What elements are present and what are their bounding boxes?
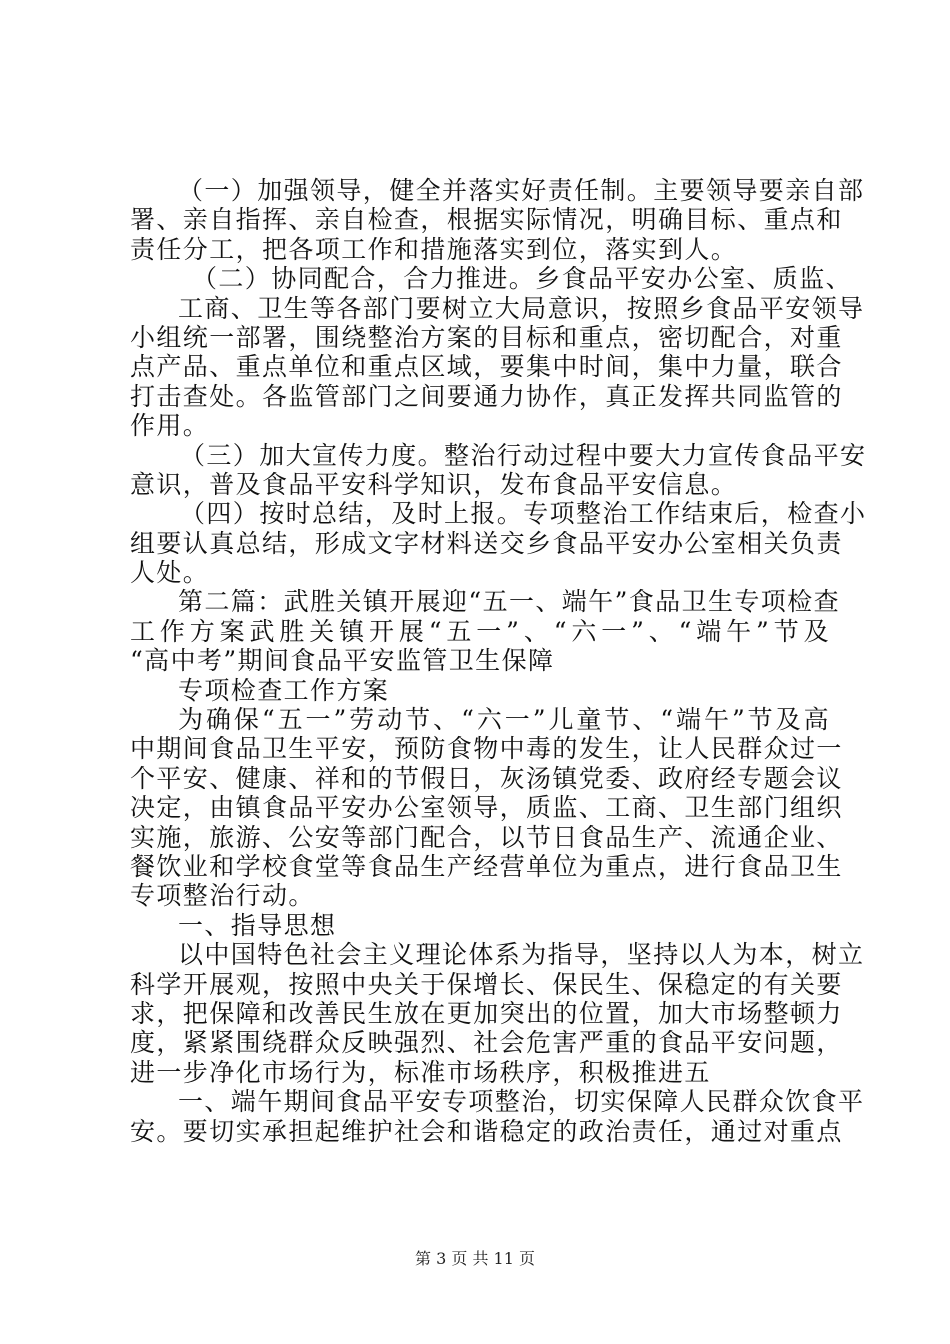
text-line: 中期间食品卫生平安，预防食物中毒的发生，让人民群众过一 bbox=[130, 734, 843, 764]
text-line: “高中考”期间食品平安监管卫生保障 bbox=[130, 646, 555, 676]
text-line: （二）协同配合，合力推进。乡食品平安办公室、质监、 bbox=[192, 264, 853, 294]
text-line: 进一步净化市场行为，标准市场秩序，积极推进五 bbox=[130, 1057, 711, 1087]
text-line: 责任分工，把各项工作和措施落实到位，落实到人。 bbox=[130, 234, 738, 264]
text-line: 决定，由镇食品平安办公室领导，质监、工商、卫生部门组织 bbox=[130, 793, 843, 823]
text-line: 点产品、重点单位和重点区域，要集中时间，集中力量，联合 bbox=[130, 352, 843, 382]
text-line: 工作方案武胜关镇开展“五一”、“六一”、“端午”节及 bbox=[130, 616, 830, 646]
document-body bbox=[130, 176, 867, 1146]
text-line: 署、亲自指挥、亲自检查，根据实际情况，明确目标、重点和 bbox=[130, 205, 843, 235]
text-line: 专项整治行动。 bbox=[130, 881, 315, 911]
text-line: 小组统一部署，围绕整治方案的目标和重点，密切配合，对重 bbox=[130, 322, 843, 352]
text-line: 餐饮业和学校食堂等食品生产经营单位为重点，进行食品卫生 bbox=[130, 851, 843, 881]
text-line: （三）加大宣传力度。整治行动过程中要大力宣传食品平安 bbox=[180, 440, 867, 470]
text-line: 安。要切实承担起维护社会和谐稳定的政治责任，通过对重点 bbox=[130, 1116, 843, 1146]
text-line: 组要认真总结，形成文字材料送交乡食品平安办公室相关负责 bbox=[130, 528, 843, 558]
text-line: 科学开展观，按照中央关于保增长、保民生、保稳定的有关要 bbox=[130, 969, 843, 999]
text-line: 专项检查工作方案 bbox=[178, 675, 390, 705]
text-line: 意识，普及食品平安科学知识，发布食品平安信息。 bbox=[130, 469, 738, 499]
text-line: 个平安、健康、祥和的节假日，灰汤镇党委、政府经专题会议 bbox=[130, 763, 843, 793]
text-line: 工商、卫生等各部门要树立大局意识，按照乡食品平安领导 bbox=[178, 293, 865, 323]
text-line: 为确保“五一”劳动节、“六一”儿童节、“端午”节及高 bbox=[178, 705, 830, 735]
text-line: 一、端午期间食品平安专项整治，切实保障人民群众饮食平 bbox=[178, 1087, 865, 1117]
text-line: 求，把保障和改善民生放在更加突出的位置，加大市场整顿力 bbox=[130, 998, 843, 1028]
text-line: 以中国特色社会主义理论体系为指导，坚持以人为本，树立 bbox=[178, 940, 865, 970]
text-line: 打击查处。各监管部门之间要通力协作，真正发挥共同监管的 bbox=[130, 381, 843, 411]
text-line: 实施，旅游、公安等部门配合，以节日食品生产、流通企业、 bbox=[130, 822, 843, 852]
text-line: （四）按时总结，及时上报。专项整治工作结束后，检查小 bbox=[180, 499, 867, 529]
text-line: 作用。 bbox=[130, 411, 210, 441]
text-line: （一）加强领导，健全并落实好责任制。主要领导要亲自部 bbox=[178, 176, 865, 205]
text-line: 第二篇：武胜关镇开展迎“五一、端午”食品卫生专项检查 bbox=[178, 587, 840, 617]
text-line: 人处。 bbox=[130, 558, 210, 588]
text-line: 度，紧紧围绕群众反映强烈、社会危害严重的食品平安问题， bbox=[130, 1028, 843, 1058]
page-footer: 第 3 页 共 11 页 bbox=[415, 1249, 535, 1268]
text-line: 一、指导思想 bbox=[178, 910, 337, 940]
